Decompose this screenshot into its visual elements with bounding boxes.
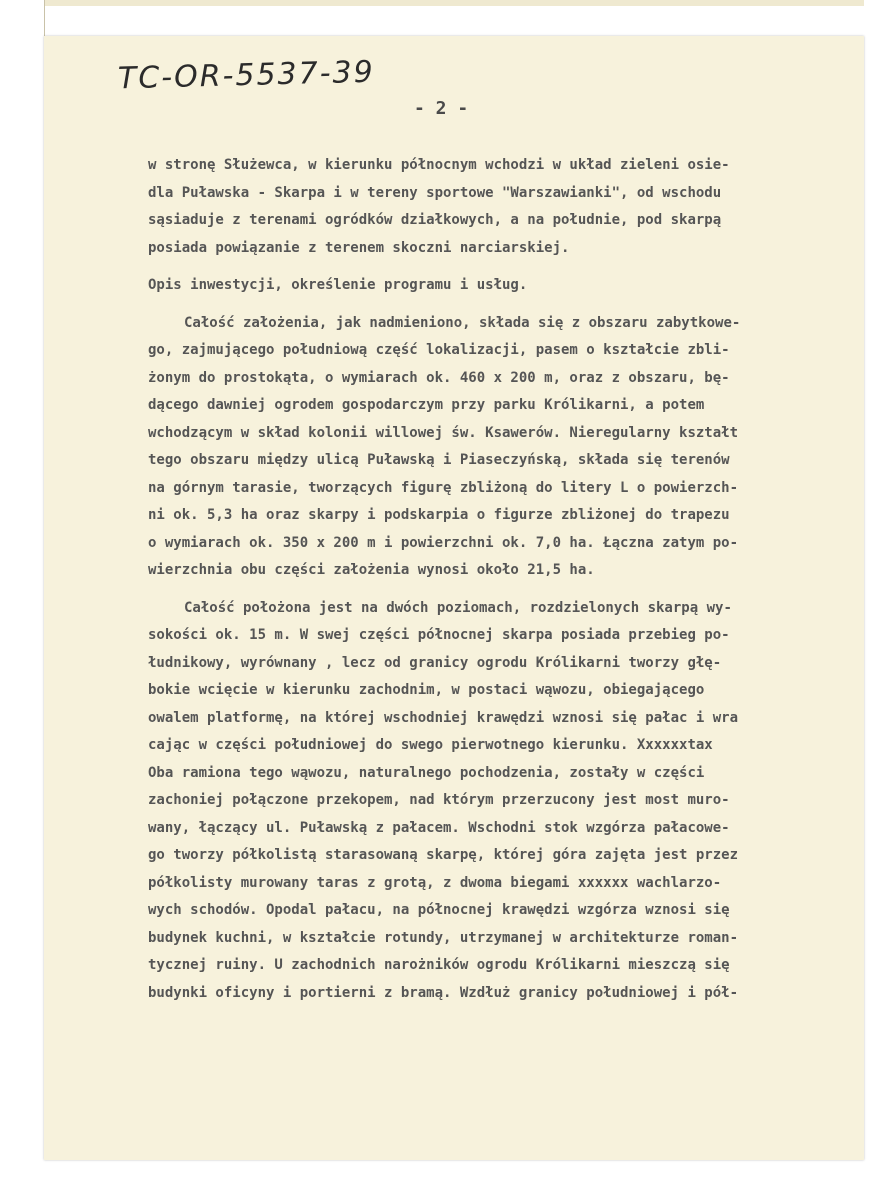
text-line: posiada powiązanie z terenem skoczni narciarskiej.: [148, 239, 570, 256]
text-line: Całość położona jest na dwóch poziomach, rozdzielonych skarpą wy-: [184, 599, 732, 616]
text-line: ni ok. 5,3 ha oraz skarpy i podskarpia o figurze zbliżonej do trapezu: [148, 507, 730, 523]
text-line: budynki oficyny i portierni z bramą. Wzdłuż granicy południowej i pół-: [148, 984, 739, 1001]
paper-edge-left: [38, 0, 45, 40]
body-text: [148, 152, 848, 1007]
page-number: - 2 -: [414, 98, 469, 119]
text-line: wany, łączący ul. Puławską z pałacem. Wschodni stok wzgórza pałacowe-: [148, 819, 730, 836]
paper-edge-top: [38, 0, 864, 6]
text-line: owalem platformę, na której wschodniej krawędzi wznosi się pałac i wra: [148, 709, 739, 726]
text-line: tycznej ruiny. U zachodnich narożników ogrodu Królikarni mieszczą się: [148, 957, 730, 973]
text-line: wych schodów. Opodal pałacu, na północnej krawędzi wzgórza wznosi się: [148, 902, 730, 918]
text-line: budynek kuchni, w kształcie rotundy, utrzymanej w architekturze roman-: [148, 929, 739, 946]
text-line: Całość założenia, jak nadmieniono, składa się z obszaru zabytkowe-: [184, 314, 741, 331]
text-line: Oba ramiona tego wąwozu, naturalnego pochodzenia, zostały w części: [148, 764, 705, 781]
text-line: go tworzy półkolistą starasowaną skarpę, której góra zajęta jest przez: [148, 847, 739, 863]
text-line: bokie wcięcie w kierunku zachodnim, w postaci wąwozu, obiegającego: [148, 682, 705, 698]
text-line: łudnikowy, wyrównany , lecz od granicy ogrodu Królikarni tworzy głę-: [148, 654, 722, 671]
handwritten-reference-number: TC-OR-5537-39: [117, 54, 376, 97]
text-line: zachoniej połączone przekopem, nad którym przerzucony jest most muro-: [148, 792, 730, 808]
text-line: sokości ok. 15 m. W swej części północnej skarpa posiada przebieg po-: [148, 627, 730, 643]
text-line: o wymiarach ok. 350 x 200 m i powierzchni ok. 7,0 ha. Łączna zatym po-: [148, 534, 739, 551]
text-line: go, zajmującego południową część lokalizacji, pasem o kształcie zbli-: [148, 342, 730, 358]
text-line: wierzchnia obu części założenia wynosi około 21,5 ha.: [148, 562, 595, 578]
text-line: żonym do prostokąta, o wymiarach ok. 460 x 200 m, oraz z obszaru, bę-: [148, 369, 730, 386]
text-line: sąsiaduje z terenami ogródków działkowych, a na południe, pod skarpą: [148, 212, 722, 228]
text-line: dącego dawniej ogrodem gospodarczym przy parku Królikarni, a potem: [148, 397, 705, 413]
text-line: cając w części południowej do swego pierwotnego kierunku. Xxxxxxtax: [148, 737, 713, 753]
section-heading: Opis inwestycji, określenie programu i usług.: [148, 277, 528, 293]
text-line: w stronę Służewca, w kierunku północnym wchodzi w układ zieleni osie-: [148, 157, 730, 173]
text-line: tego obszaru między ulicą Puławską i Piaseczyńską, składa się terenów: [148, 452, 730, 468]
text-line: na górnym tarasie, tworzących figurę zbliżoną do litery L o powierzch-: [148, 479, 739, 496]
text-line: półkolisty murowany taras z grotą, z dwoma biegami xxxxxx wachlarzo-: [148, 874, 722, 891]
text-line: dla Puławska - Skarpa i w tereny sportowe "Warszawianki", od wschodu: [148, 184, 722, 201]
text-line: wchodzącym w skład kolonii willowej św. Ksawerów. Nieregularny kształt: [148, 424, 739, 441]
